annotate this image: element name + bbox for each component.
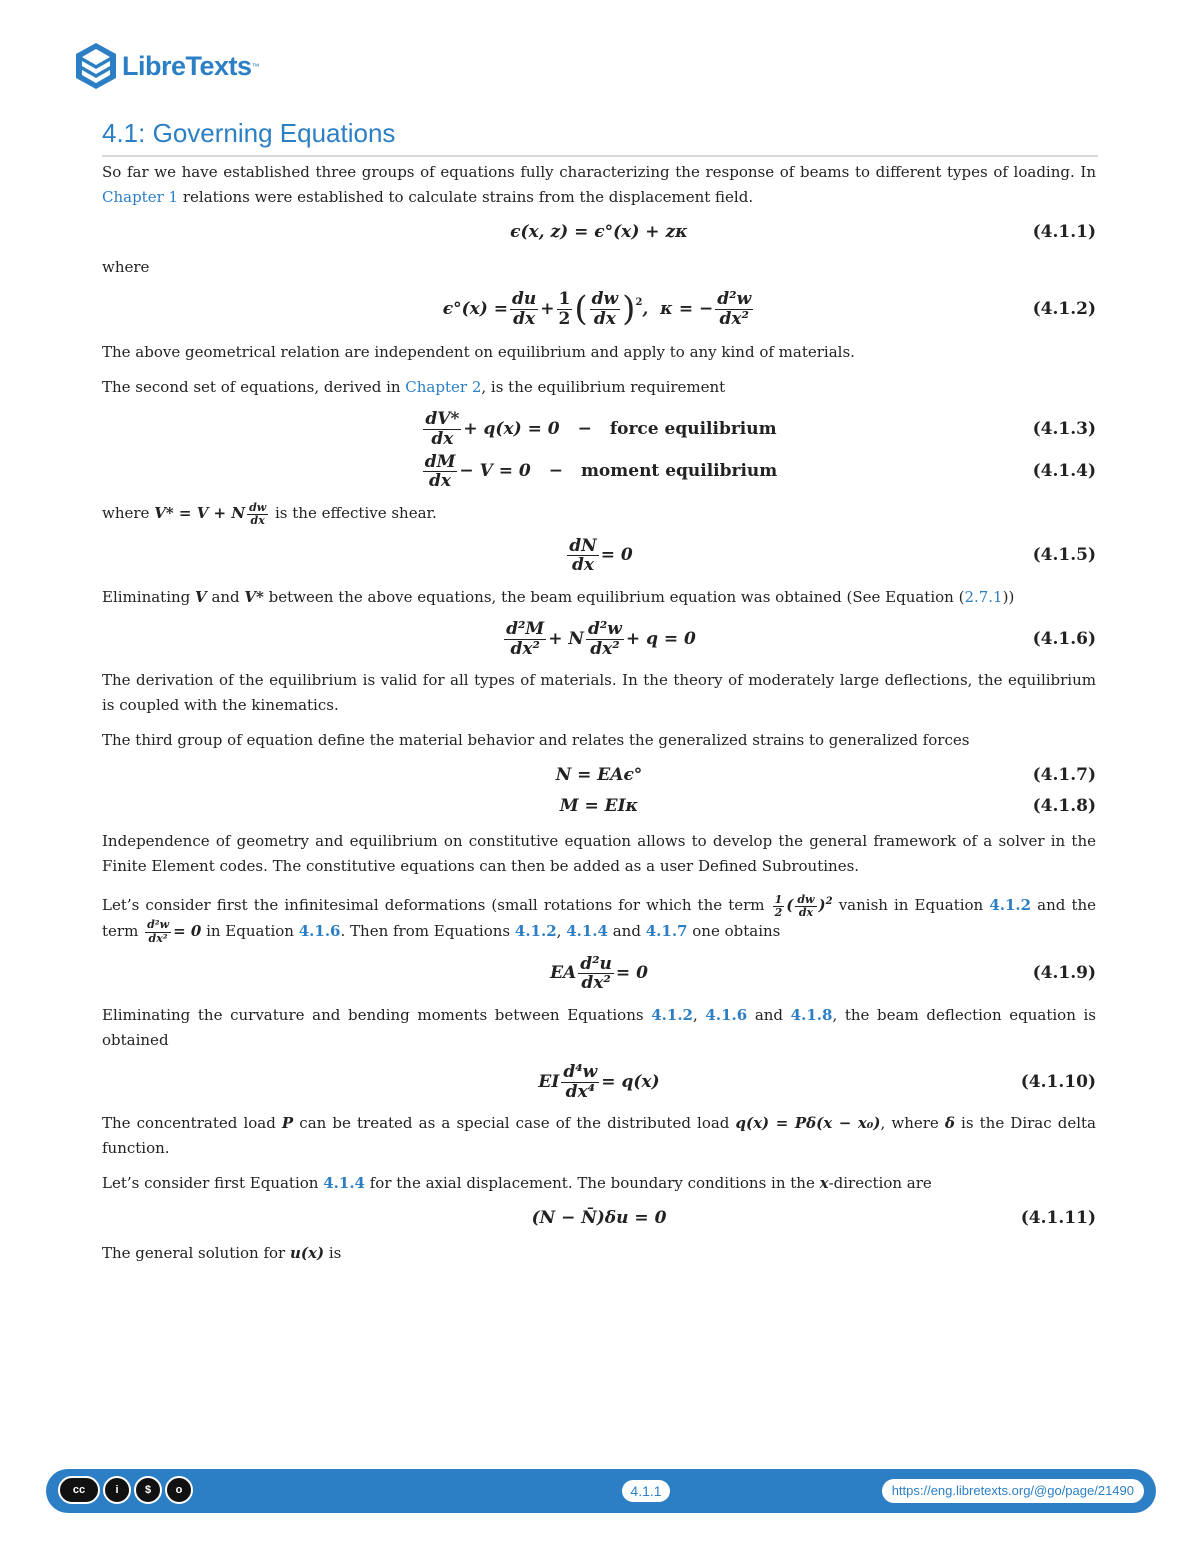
denominator: dx² bbox=[590, 638, 620, 659]
right-paren: ) bbox=[622, 289, 636, 330]
numerator: dM bbox=[424, 451, 456, 472]
numerator: d²w bbox=[587, 619, 622, 640]
text: is bbox=[324, 1244, 342, 1263]
paragraph-general-solution bbox=[102, 1241, 1096, 1266]
paragraph-second-set bbox=[102, 375, 1096, 400]
numerator: 1 bbox=[774, 892, 783, 906]
left-paren: ( bbox=[574, 289, 588, 330]
paragraph-infinitesimal: Let’s consider first the infinitesimal deformations (small rotations for which the term $\frac{1}{2}$ ( $\frac{dw}{dx}$ )$^2$ vanish in Equation 4.1.2 and the term $\frac{\text{d²w}}{\text{dx²}}$ = 0 in Equation 4.1.6. Then from Equations 4.1.2, 4.1.4 and 4.1.7 one obtains bbox=[102, 892, 1097, 945]
inline-math: V* = V + N bbox=[154, 504, 246, 523]
numerator: dw bbox=[591, 289, 619, 309]
fraction bbox=[423, 410, 461, 448]
denominator: dx bbox=[571, 555, 595, 576]
equation-body: = q(x) bbox=[601, 1071, 660, 1092]
denominator: dx⁴ bbox=[565, 1081, 596, 1102]
text: in Equation bbox=[201, 922, 299, 941]
equation-body: + q(x) = 0 bbox=[463, 419, 560, 440]
page-number: 4.1.1 bbox=[622, 1480, 670, 1502]
paragraph-deflection bbox=[102, 1003, 1096, 1053]
paragraph-geometric: The above geometrical relation are independent on equilibrium and apply to any kind of materials. bbox=[102, 343, 855, 362]
text: , bbox=[692, 1006, 706, 1025]
equation-number: (4.1.11) bbox=[1020, 1208, 1096, 1229]
numerator: d⁴w bbox=[563, 1062, 598, 1083]
text: and the term bbox=[102, 896, 1097, 941]
equation-body: = 0 bbox=[600, 545, 633, 566]
equation-4-1-2 bbox=[102, 290, 1096, 328]
paragraph-effective-shear bbox=[102, 501, 1096, 527]
equation-number: (4.1.8) bbox=[1032, 796, 1096, 817]
equation-4-1-9 bbox=[102, 955, 1096, 993]
equation-4-1-4 bbox=[102, 453, 1096, 491]
equation-lhs: ϵ°(x) = bbox=[442, 298, 509, 319]
equation-ref-link[interactable]: 4.1.2 bbox=[514, 922, 557, 941]
equation-number: (4.1.3) bbox=[1032, 419, 1096, 440]
inline-math: δ bbox=[944, 1114, 955, 1133]
equation-ref-link[interactable]: 4.1.6 bbox=[705, 1006, 748, 1025]
numerator: du bbox=[512, 289, 537, 309]
equation-4-1-11 bbox=[102, 1206, 1096, 1231]
text: The general solution for bbox=[102, 1244, 290, 1263]
equation-4-1-3 bbox=[102, 410, 1096, 448]
equation-ref-link[interactable]: 4.1.4 bbox=[566, 922, 608, 941]
main-content bbox=[102, 160, 1096, 1276]
fraction bbox=[567, 537, 598, 575]
equation-number: (4.1.6) bbox=[1032, 628, 1096, 649]
fraction bbox=[145, 919, 171, 944]
fraction bbox=[247, 502, 268, 527]
page-footer bbox=[46, 1469, 1156, 1513]
text: is the effective shear. bbox=[270, 504, 437, 523]
paragraph-axial bbox=[102, 1171, 1096, 1196]
equation-4-1-5 bbox=[102, 537, 1096, 575]
fraction bbox=[590, 290, 621, 328]
fraction bbox=[504, 620, 546, 658]
text: Let’s consider first Equation bbox=[102, 1174, 324, 1193]
equation-body: N = EAϵ° bbox=[555, 765, 643, 786]
numerator: d²u bbox=[580, 953, 612, 974]
equation-number: (4.1.5) bbox=[1032, 545, 1096, 566]
logo-trademark: ™ bbox=[251, 61, 260, 71]
numerator: d²w bbox=[717, 289, 752, 309]
equation-body: (N − N̄)δu = 0 bbox=[531, 1208, 667, 1229]
equation-body: EI bbox=[538, 1071, 560, 1092]
numerator: dN bbox=[569, 535, 597, 556]
chapter-1-link[interactable]: Chapter 1 bbox=[102, 188, 179, 206]
text: Let’s consider first the infinitesimal deformations (small rotations for which the term bbox=[102, 896, 771, 915]
numerator: d²M bbox=[506, 619, 545, 640]
denominator: dx bbox=[513, 308, 536, 329]
numerator: dw bbox=[249, 500, 267, 514]
equation-4-1-6 bbox=[102, 620, 1096, 658]
equation-ref-link[interactable]: 4.1.2 bbox=[651, 1006, 693, 1025]
fraction bbox=[423, 453, 458, 491]
fraction bbox=[795, 894, 816, 919]
paragraph-concentrated-load bbox=[102, 1111, 1096, 1161]
equation-number: (4.1.7) bbox=[1032, 765, 1096, 786]
text: is the Dirac delta function. bbox=[102, 1114, 1097, 1158]
paragraph-eliminating bbox=[102, 585, 1096, 610]
text: . Then from Equations bbox=[340, 922, 515, 941]
text: The second set of equations, derived in bbox=[102, 378, 406, 397]
operator: + bbox=[540, 298, 555, 319]
exponent: 2 bbox=[825, 896, 833, 908]
denominator: dx² bbox=[148, 931, 168, 945]
equation-ref-link[interactable]: 4.1.6 bbox=[298, 922, 341, 941]
denominator: dx bbox=[250, 513, 265, 527]
text: relations were established to calculate strains from the displacement field. bbox=[178, 188, 754, 206]
equation-number: (4.1.1) bbox=[1032, 222, 1096, 242]
numerator: dw bbox=[797, 892, 815, 906]
by-icon: i bbox=[103, 1476, 131, 1504]
denominator: 2 bbox=[774, 905, 783, 919]
equation-separator: , κ = − bbox=[642, 298, 714, 319]
text: , is the equilibrium requirement bbox=[481, 378, 726, 397]
equation-4-1-1 bbox=[102, 220, 1096, 245]
denominator: dx bbox=[431, 429, 454, 450]
paragraph-independence: Independence of geometry and equilibrium on constitutive equation allows to develop the general framework of a solver in the Finite Element codes. The constitutive equations can then be added as a user Defined Subroutines. bbox=[102, 832, 1096, 876]
exponent: 2 bbox=[635, 297, 643, 308]
paragraph-derivation: The derivation of the equilibrium is valid for all types of materials. In the theory of moderately large deflections, the equilibrium is coupled with the kinematics. bbox=[102, 671, 1096, 715]
equation-number: (4.1.9) bbox=[1032, 963, 1096, 984]
text: Eliminating bbox=[102, 588, 196, 607]
text: , where bbox=[880, 1114, 945, 1133]
text: So far we have established three groups of equations fully characterizing the response of beams to different types of loading. In bbox=[102, 163, 1096, 181]
libretexts-book-icon bbox=[74, 41, 118, 91]
text: The concentrated load bbox=[102, 1114, 282, 1133]
text: and bbox=[607, 922, 646, 941]
inline-math: u(x) bbox=[290, 1244, 325, 1263]
text: Eliminating the curvature and bending moments between Equations bbox=[102, 1006, 652, 1025]
inline-math: = 0 bbox=[173, 922, 202, 941]
text: -direction are bbox=[828, 1174, 932, 1193]
text: between the above equations, the beam equilibrium equation was obtained (See Equation ( bbox=[263, 588, 965, 607]
inline-math: x bbox=[819, 1174, 829, 1193]
denominator: dx bbox=[593, 308, 616, 329]
denominator: dx bbox=[798, 905, 814, 919]
fraction bbox=[510, 290, 538, 328]
equation-number: (4.1.4) bbox=[1032, 461, 1096, 482]
numerator: dV* bbox=[425, 409, 460, 430]
text: and bbox=[206, 588, 245, 607]
sa-icon: o bbox=[165, 1476, 193, 1504]
equation-ref-link[interactable]: 4.1.7 bbox=[645, 922, 688, 941]
dash: − bbox=[577, 419, 592, 440]
fraction bbox=[715, 290, 753, 328]
fraction bbox=[557, 290, 573, 328]
fraction bbox=[561, 1063, 599, 1101]
text: for the axial displacement. The boundary conditions in the bbox=[364, 1174, 820, 1193]
page-url-link[interactable]: https://eng.libretexts.org/@go/page/21490 bbox=[882, 1479, 1144, 1503]
inline-math: P bbox=[281, 1114, 294, 1133]
chapter-2-link[interactable]: Chapter 2 bbox=[405, 378, 482, 397]
equation-number: (4.1.2) bbox=[1032, 298, 1096, 319]
text: where bbox=[102, 504, 155, 523]
equation-4-1-8 bbox=[102, 794, 1096, 819]
page-title: 4.1: Governing Equations bbox=[102, 118, 1098, 157]
fraction bbox=[773, 894, 785, 919]
text: vanish in Equation bbox=[832, 896, 990, 915]
nc-icon: $ bbox=[134, 1476, 162, 1504]
text: , the beam deflection equation is obtained bbox=[102, 1006, 1096, 1050]
equation-number: (4.1.10) bbox=[1020, 1071, 1096, 1092]
equation-body: = 0 bbox=[615, 963, 648, 984]
text: can be treated as a special case of the distributed load bbox=[293, 1114, 736, 1133]
text: )) bbox=[1002, 588, 1015, 607]
equation-body: ϵ(x, z) = ϵ°(x) + zκ bbox=[510, 222, 688, 242]
equation-label: force equilibrium bbox=[609, 419, 777, 440]
libretexts-logo[interactable] bbox=[74, 40, 260, 92]
equation-ref-link[interactable]: 4.1.2 bbox=[989, 896, 1032, 915]
text: and bbox=[747, 1006, 791, 1025]
fraction bbox=[586, 620, 624, 658]
inline-math: q(x) = Pδ(x − x₀) bbox=[735, 1114, 881, 1133]
equation-body: + N bbox=[548, 628, 584, 649]
text: , bbox=[556, 922, 567, 941]
logo-text: LibreTexts bbox=[122, 50, 252, 81]
inline-math: V bbox=[195, 588, 207, 607]
paragraph-intro bbox=[102, 160, 1096, 210]
numerator: 1 bbox=[558, 289, 571, 309]
denominator: dx bbox=[429, 471, 452, 492]
numerator: d²w bbox=[147, 918, 170, 932]
denominator: 2 bbox=[558, 308, 571, 329]
equation-body: EA bbox=[550, 963, 577, 984]
denominator: dx² bbox=[581, 973, 611, 994]
license-badges[interactable] bbox=[58, 1476, 193, 1504]
paragraph-third-group: The third group of equation define the material behavior and relates the generalized strains to generalized forces bbox=[102, 731, 970, 750]
inline-math: V* bbox=[244, 588, 264, 607]
equation-body: + q = 0 bbox=[625, 628, 696, 649]
equation-4-1-7 bbox=[102, 763, 1096, 788]
cc-icon: cc bbox=[58, 1476, 100, 1504]
equation-2-7-1-link[interactable]: 2.7.1 bbox=[964, 588, 1003, 607]
paragraph-where: where bbox=[102, 258, 150, 276]
denominator: dx² bbox=[510, 638, 540, 659]
denominator: dx² bbox=[719, 308, 749, 329]
dash: − bbox=[548, 461, 563, 482]
equation-ref-link[interactable]: 4.1.4 bbox=[323, 1174, 365, 1193]
equation-4-1-10 bbox=[102, 1063, 1096, 1101]
equation-body: M = EIκ bbox=[559, 796, 639, 817]
text: one obtains bbox=[687, 922, 781, 941]
fraction bbox=[578, 955, 614, 993]
equation-ref-link[interactable]: 4.1.8 bbox=[790, 1006, 833, 1025]
equation-body: − V = 0 bbox=[459, 461, 531, 482]
equation-label: moment equilibrium bbox=[580, 461, 778, 482]
